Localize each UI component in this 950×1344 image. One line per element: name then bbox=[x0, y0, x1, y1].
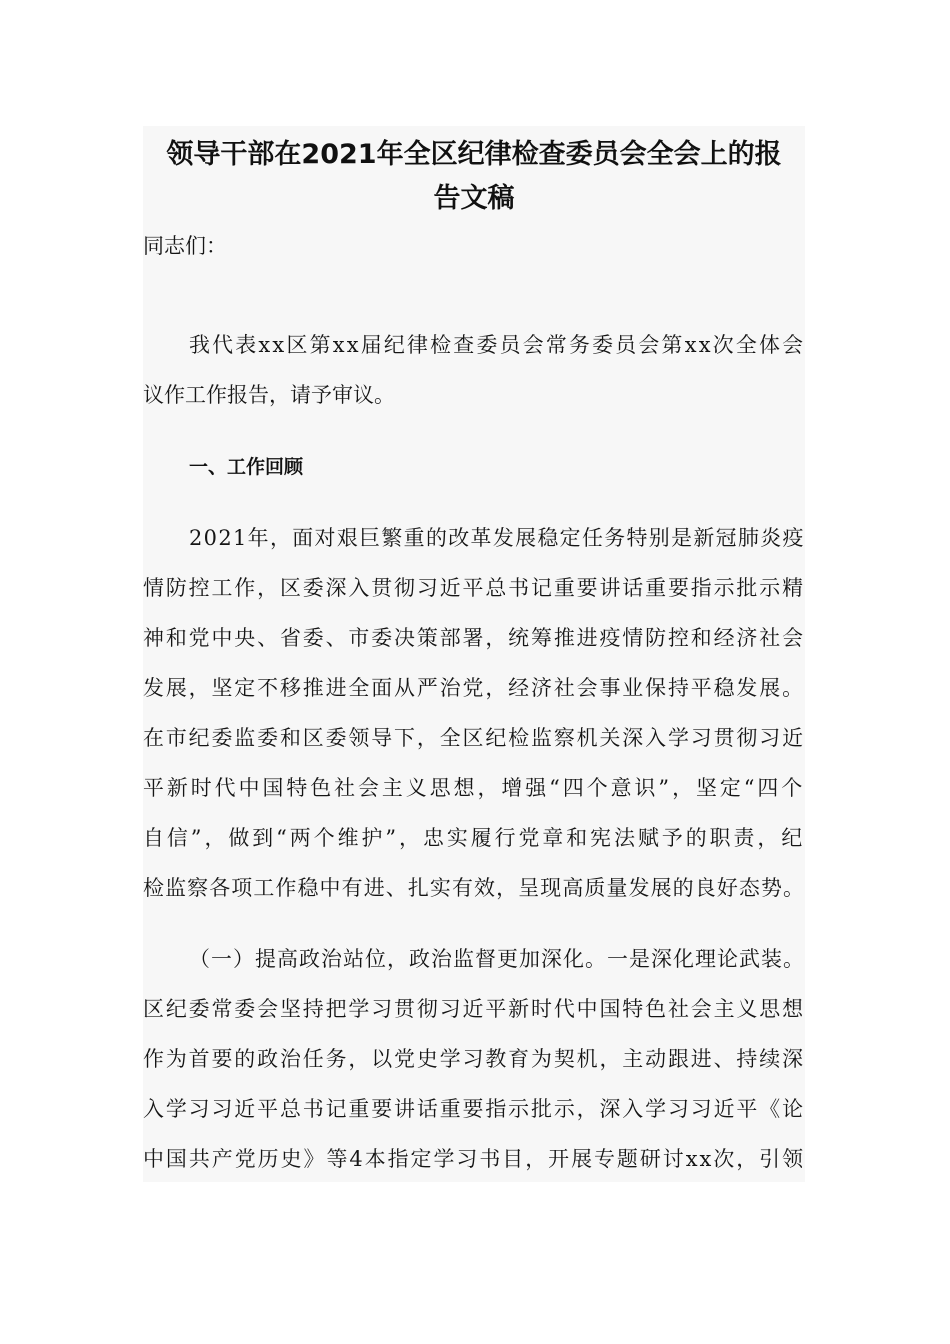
intro-line: 我代表xx区第xx届纪律检查委员会常务委员会第xx次全体会 bbox=[189, 333, 806, 357]
document-title-line-2: 告文稿 bbox=[433, 183, 515, 214]
document-page bbox=[143, 126, 805, 1182]
paragraph-line: 情防控工作，区委深入贯彻习近平总书记重要讲话重要指示批示精 bbox=[143, 576, 805, 600]
paragraph-line: 入学习习近平总书记重要讲话重要指示批示，深入学习习近平《论 bbox=[143, 1097, 805, 1121]
paragraph-line: 自信”，做到“两个维护”，忠实履行党章和宪法赋予的职责，纪 bbox=[143, 826, 806, 850]
intro-line: 议作工作报告，请予审议。 bbox=[143, 383, 395, 407]
paragraph-line: 在市纪委监委和区委领导下，全区纪检监察机关深入学习贯彻习近 bbox=[143, 726, 805, 750]
paragraph-line: 平新时代中国特色社会主义思想，增强“四个意识”，坚定“四个 bbox=[143, 776, 806, 800]
document-title-line-1: 领导干部在2021年全区纪律检查委员会全会上的报 bbox=[166, 139, 782, 170]
paragraph-line: 中国共产党历史》等4本指定学习书目，开展专题研讨xx次，引领 bbox=[143, 1147, 806, 1171]
paragraph-line: 2021年，面对艰巨繁重的改革发展稳定任务特别是新冠肺炎疫 bbox=[189, 526, 805, 550]
section-heading-work-review: 一、工作回顾 bbox=[189, 456, 304, 478]
paragraph-line: 神和党中央、省委、市委决策部署，统筹推进疫情防控和经济社会 bbox=[143, 626, 805, 650]
paragraph-line: 区纪委常委会坚持把学习贯彻习近平新时代中国特色社会主义思想 bbox=[143, 997, 805, 1021]
salutation: 同志们： bbox=[143, 234, 227, 258]
paragraph-line: 检监察各项工作稳中有进、扎实有效，呈现高质量发展的良好态势。 bbox=[143, 876, 806, 900]
paragraph-line: 作为首要的政治任务，以党史学习教育为契机，主动跟进、持续深 bbox=[143, 1047, 805, 1071]
paragraph-line: （一）提高政治站位，政治监督更加深化。一是深化理论武装。 bbox=[189, 947, 806, 971]
paragraph-line: 发展，坚定不移推进全面从严治党，经济社会事业保持平稳发展。 bbox=[143, 676, 805, 700]
